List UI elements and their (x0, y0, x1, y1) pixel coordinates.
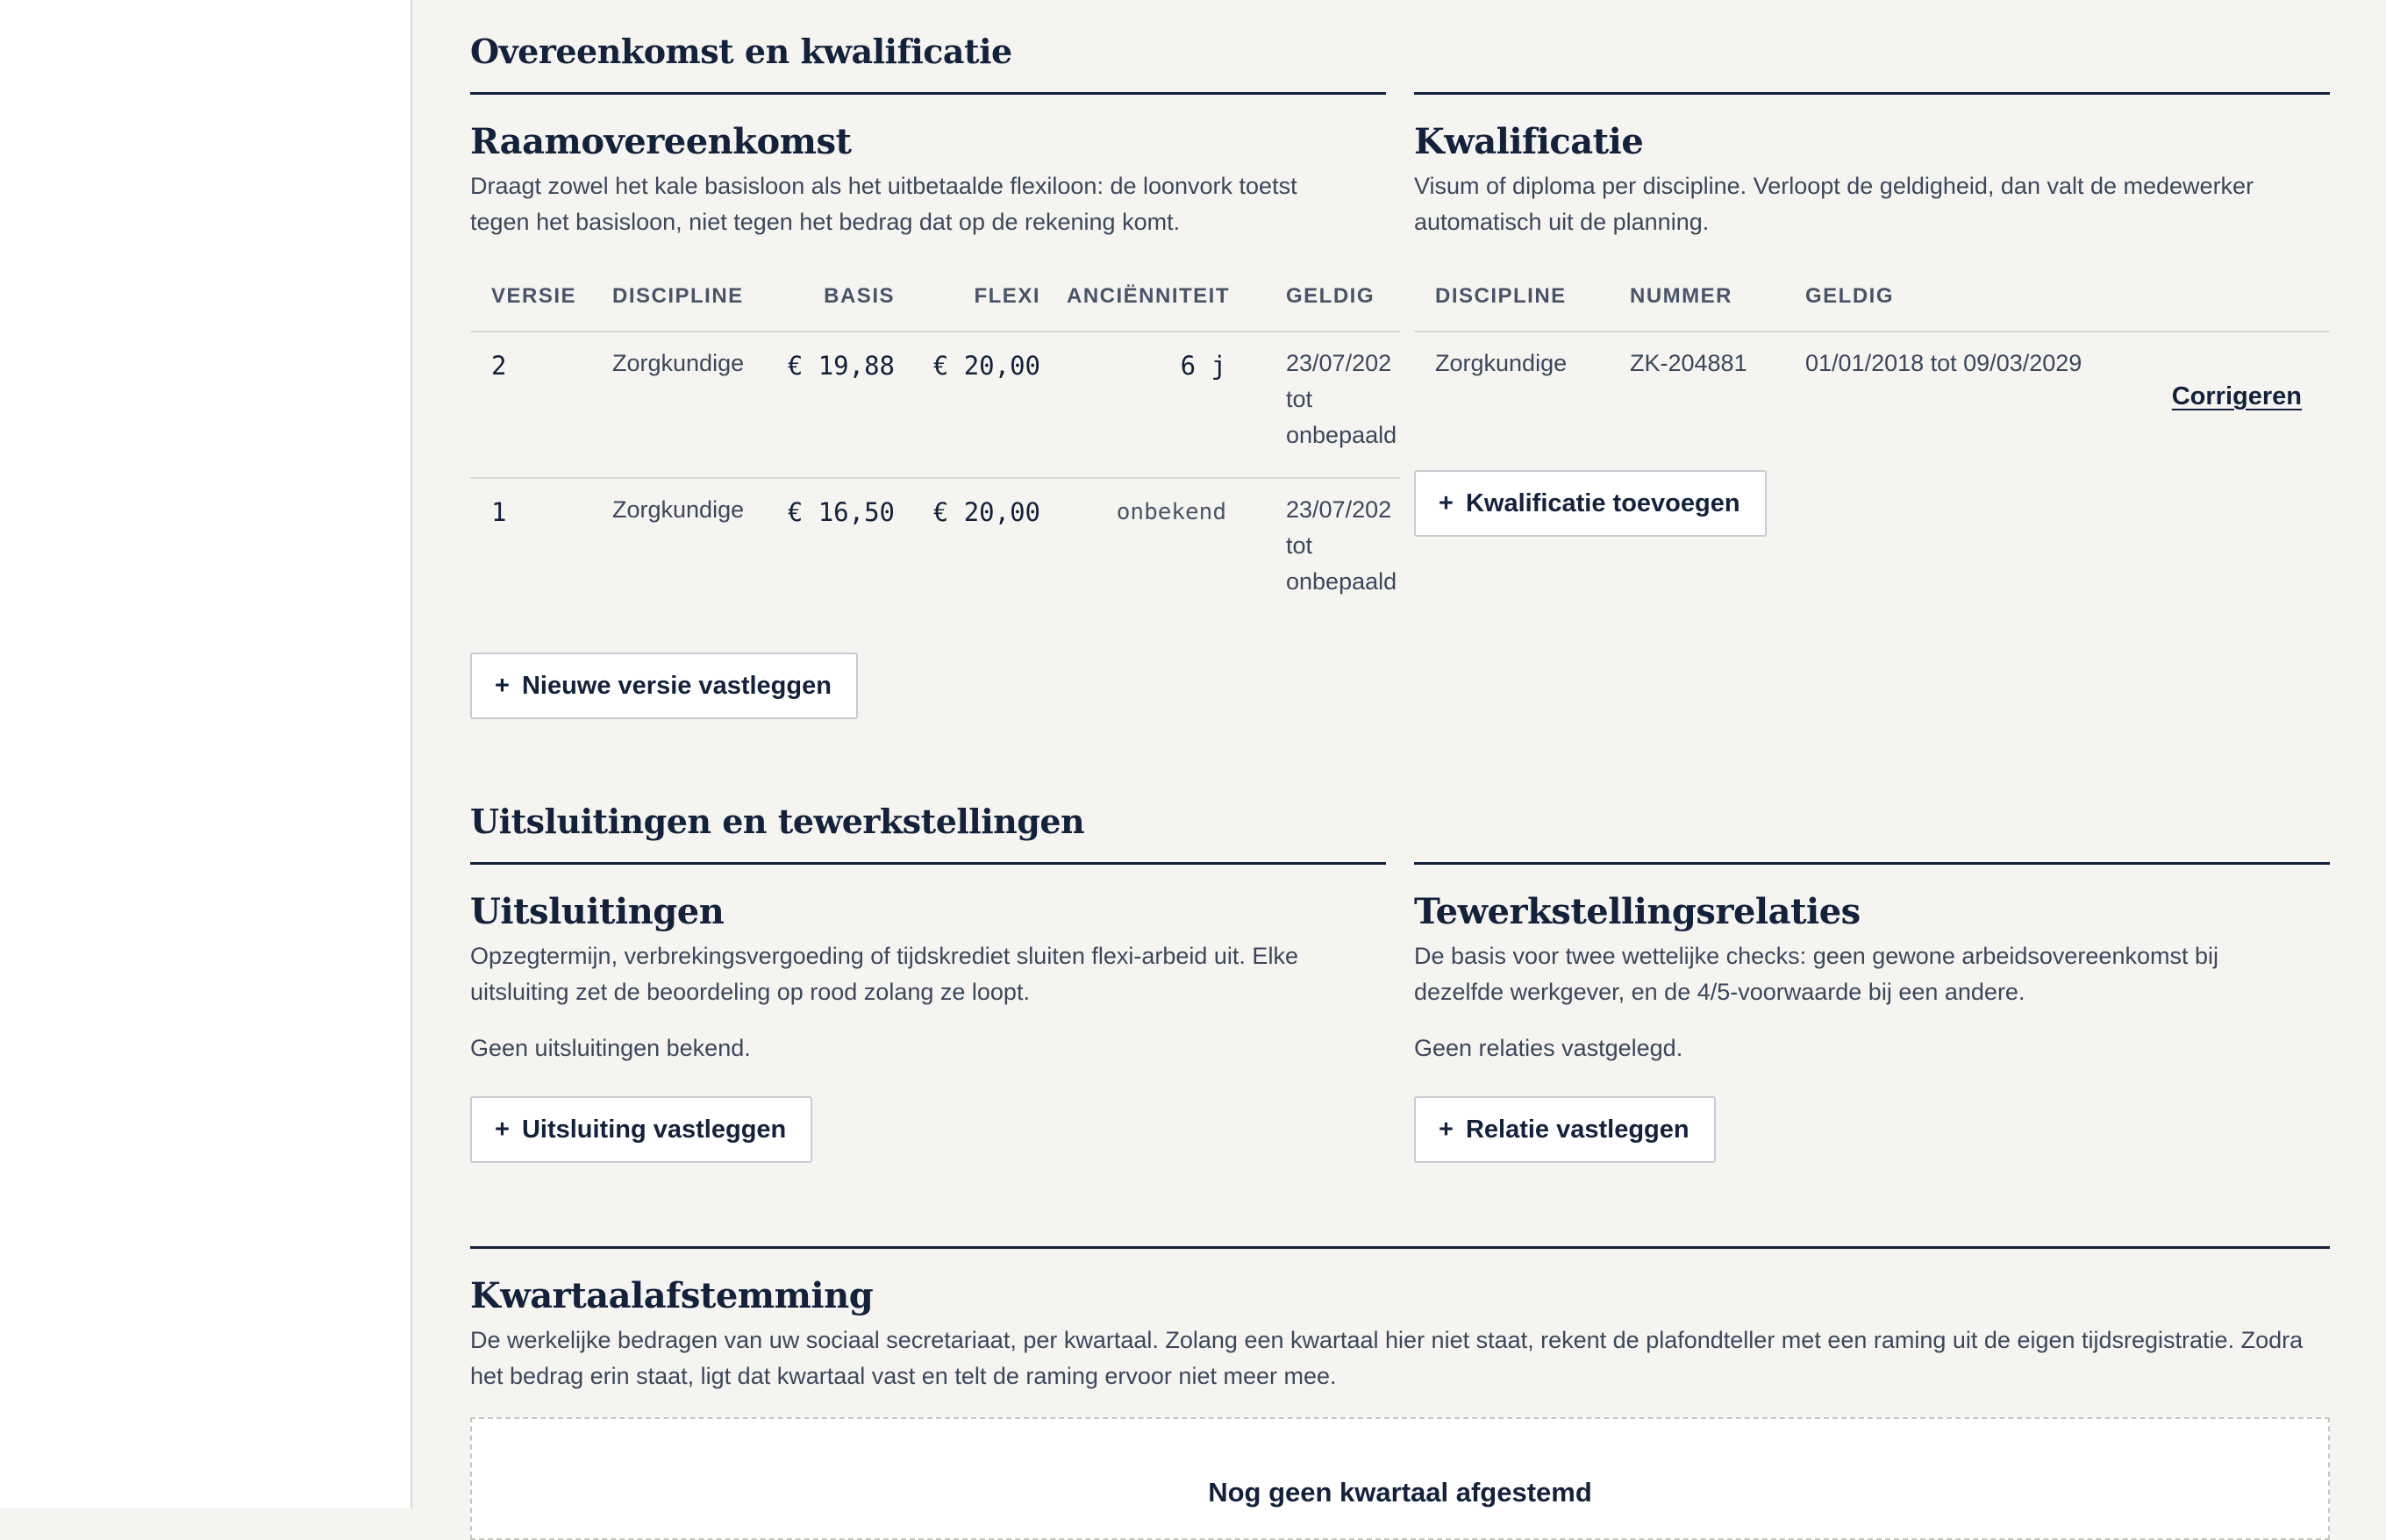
button-label: Relatie vastleggen (1465, 1115, 1689, 1144)
cell-discipline: Zorgkundige (612, 496, 745, 523)
plus-icon: + (1439, 1115, 1454, 1144)
cell-anciënniteit: onbekend (1116, 499, 1226, 525)
cell-versie: 2 (491, 351, 507, 381)
cell-flexi: € 20,00 (932, 351, 1040, 381)
divider (1414, 862, 2330, 865)
kwartaalafstemming-title: Kwartaalafstemming (470, 1275, 874, 1316)
kwalificatie-title: Kwalificatie (1414, 121, 1644, 162)
geldig-tot: tot (1286, 532, 1313, 559)
cell-geldig (1286, 346, 1400, 453)
uitsluitingen-empty-state: Geen uitsluitingen bekend. (470, 1035, 751, 1061)
column-header-discipline: DISCIPLINE (1435, 284, 1567, 308)
cell-versie: 1 (491, 497, 507, 527)
column-header-discipline: DISCIPLINE (612, 284, 744, 308)
table-row (470, 332, 1400, 477)
empty-quarter-panel (470, 1417, 2330, 1540)
cell-flexi: € 20,00 (932, 497, 1040, 527)
divider (470, 862, 1386, 865)
cell-discipline: Zorgkundige (1435, 350, 1568, 376)
geldig-to: onbepaald (1286, 422, 1397, 448)
cell-nummer: ZK-204881 (1630, 350, 1747, 376)
button-label: Uitsluiting vastleggen (521, 1115, 787, 1144)
tewerkstellingsrelaties-empty-state: Geen relaties vastgelegd. (1414, 1035, 1683, 1061)
button-label: Nieuwe versie vastleggen (521, 671, 832, 700)
kwal-table-header (1414, 279, 2330, 332)
raam-table-header (470, 279, 1400, 332)
button-label: Kwalificatie toevoegen (1465, 488, 1740, 517)
cell-geldig: 01/01/2018 tot 09/03/2029 (1805, 350, 2082, 376)
geldig-from: 23/07/202 (1286, 350, 1392, 376)
column-header-geldig: GELDIG (1805, 284, 1895, 308)
column-header-flexi: FLEXI (974, 284, 1040, 308)
column-header-nummer: NUMMER (1630, 284, 1732, 308)
add-exclusion-button[interactable] (470, 1096, 812, 1163)
tewerkstellingsrelaties-description: De basis voor twee wettelijke checks: geen gewone arbeidsovereenkomst bij dezelfde werkgever, en de 4/5-voorwaarde bij een andere. (1414, 943, 2218, 1005)
table-row (1414, 332, 2330, 428)
section-title-uitsluitingen: Uitsluitingen en tewerkstellingen (470, 802, 1085, 841)
cell-basis: € 16,50 (787, 497, 895, 527)
raamovereenkomst-title: Raamovereenkomst (470, 121, 852, 162)
kwalificatie-description: Visum of diploma per discipline. Verloopt de geldigheid, dan valt de medewerker automatisch uit de planning. (1414, 173, 2254, 235)
divider (470, 92, 1386, 95)
raamovereenkomst-description: Draagt zowel het kale basisloon als het uitbetaalde flexiloon: de loonvork toetst tegen het basisloon, niet tegen het bedrag dat op de rekening komt. (470, 173, 1297, 235)
plus-icon: + (495, 1115, 510, 1144)
cell-geldig (1286, 492, 1400, 600)
geldig-tot: tot (1286, 386, 1313, 412)
divider (1414, 92, 2330, 95)
corrigeren-link[interactable]: Corrigeren (2171, 382, 2302, 410)
uitsluitingen-description: Opzegtermijn, verbrekingsvergoeding of tijdskrediet sluiten flexi-arbeid uit. Elke uitsluiting zet de beoordeling op rood zolang ze loopt. (470, 943, 1298, 1005)
plus-icon: + (495, 671, 510, 700)
column-header-basis: BASIS (824, 284, 895, 308)
section-title-overeenkomst: Overeenkomst en kwalificatie (470, 32, 1012, 71)
cell-discipline: Zorgkundige (612, 350, 745, 376)
geldig-to: onbepaald (1286, 568, 1397, 595)
column-header-geldig: GELDIG (1286, 284, 1375, 308)
uitsluitingen-title: Uitsluitingen (470, 891, 725, 932)
column-header-anciënniteit: ANCIËNNITEIT (1067, 284, 1230, 308)
sidebar (0, 0, 412, 1508)
column-header-versie: VERSIE (491, 284, 577, 308)
divider (470, 1246, 2330, 1249)
plus-icon: + (1439, 488, 1454, 517)
table-row (470, 478, 1400, 624)
new-version-button[interactable] (470, 652, 858, 719)
empty-quarter-title: Nog geen kwartaal afgestemd (1208, 1477, 1592, 1508)
geldig-from: 23/07/202 (1286, 496, 1392, 523)
cell-anciënniteit: 6 j (1180, 351, 1226, 381)
add-qualification-button[interactable] (1414, 470, 1767, 537)
add-relation-button[interactable] (1414, 1096, 1716, 1163)
cell-basis: € 19,88 (787, 351, 895, 381)
tewerkstellingsrelaties-title: Tewerkstellingsrelaties (1414, 891, 1861, 932)
kwartaalafstemming-description: De werkelijke bedragen van uw sociaal secretariaat, per kwartaal. Zolang een kwartaal hier niet staat, rekent de plafondteller met een raming uit de eigen tijdsregistratie. Zodra het bedrag erin staat, ligt dat kwartaal vast en telt de raming ervoor niet meer mee. (470, 1327, 2304, 1389)
